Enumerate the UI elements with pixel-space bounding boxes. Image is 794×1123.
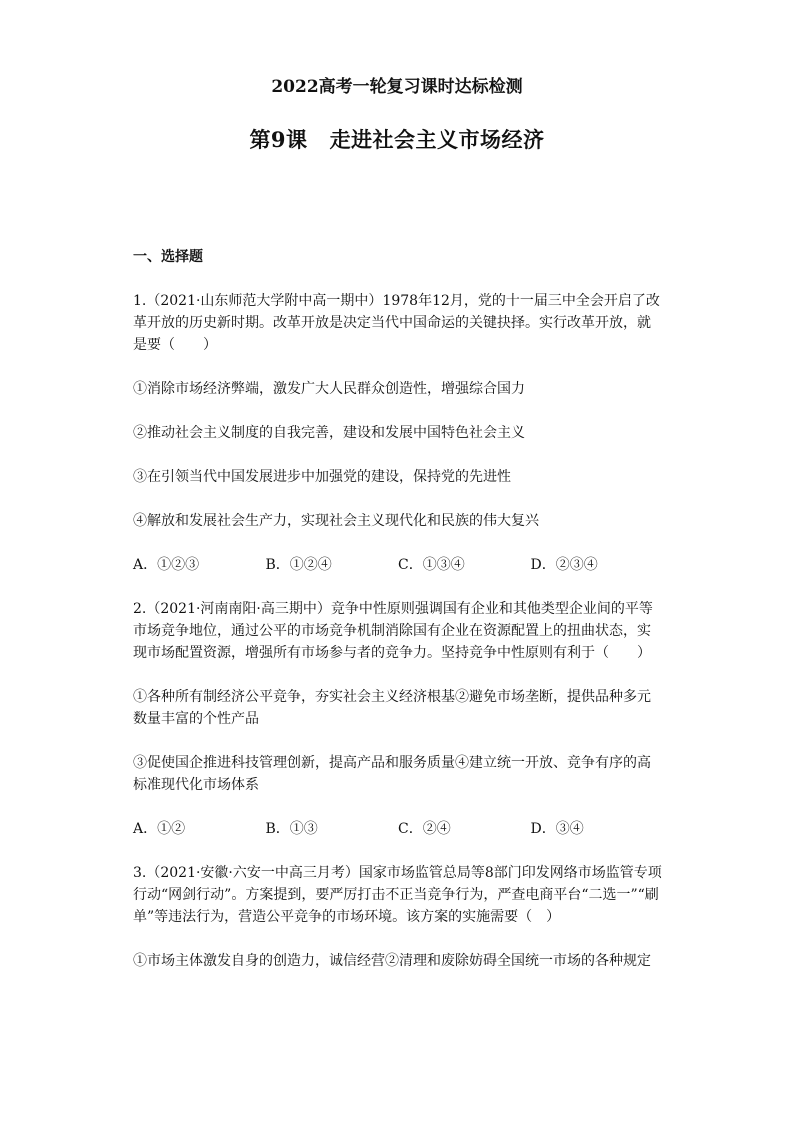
question-stem: 2.（2021·河南南阳·高三期中）竞争中性原则强调国有企业和其他类型企业间的平等市场竞争地位，通过公平的市场竞争机制消除国有企业在资源配置上的扭曲状态，实现市场配置资源，增强所有市场参与者的竞争力。坚持竞争中性原则有利于（ ） (133, 601, 653, 661)
lesson-label: 第9课 (249, 127, 308, 152)
answer-choices (133, 554, 663, 576)
lesson-title: 走进社会主义市场经济 (329, 127, 545, 152)
statement-option: ①各种所有制经济公平竞争，夯实社会主义经济根基②避免市场垄断，提供品种多元数量丰富的个性产品 (133, 689, 651, 727)
section-heading: 一、选择题 (133, 249, 203, 265)
question-stem: 1.（2021·山东师范大学附中高一期中）1978年12月，党的十一届三中全会开启了改革开放的历史新时期。改革开放是决定当代中国命运的关键抉择。实行改革开放，就是要（ ） (133, 293, 660, 353)
statement-option: ①市场主体激发自身的创造力，诚信经营②清理和废除妨碍全国统一市场的各种规定 (133, 953, 651, 969)
answer-choices (133, 818, 663, 840)
statement-option: ③促使国企推进科技管理创新，提高产品和服务质量④建立统一开放、竞争有序的高标准现代化市场体系 (133, 755, 651, 793)
statement-option: ①消除市场经济弊端，激发广大人民群众创造性，增强综合国力 (133, 381, 525, 397)
statement-option: ④解放和发展社会生产力，实现社会主义现代化和民族的伟大复兴 (133, 513, 539, 529)
document-title: 2022高考一轮复习课时达标检测 (271, 77, 523, 97)
answer-choice-d: D．③④ (530, 821, 584, 837)
answer-choice-b: B．①③ (265, 821, 318, 837)
answer-choice-a: A．①② (133, 821, 186, 837)
answer-choice-c: C．①③④ (398, 557, 465, 573)
lesson-heading (0, 124, 794, 154)
answer-choice-b: B．①②④ (265, 557, 332, 573)
statement-option: ②推动社会主义制度的自我完善，建设和发展中国特色社会主义 (133, 425, 525, 441)
answer-choice-d: D．②③④ (530, 557, 598, 573)
answer-choice-c: C．②④ (398, 821, 451, 837)
statement-option: ③在引领当代中国发展进步中加强党的建设，保持党的先进性 (133, 469, 511, 485)
question-stem: 3.（2021·安徽·六安一中高三月考）国家市场监管总局等8部门印发网络市场监管专项行动“网剑行动”。方案提到，要严厉打击不正当竞争行为，严查电商平台“二选一”“刷单”等违法行为，营造公平竞争的市场环境。该方案的实施需要（ ） (133, 865, 662, 925)
question-3 (133, 862, 663, 972)
answer-choice-a: A．①②③ (133, 557, 200, 573)
question-2 (133, 598, 663, 840)
document-body (133, 246, 663, 972)
question-1 (133, 290, 663, 576)
